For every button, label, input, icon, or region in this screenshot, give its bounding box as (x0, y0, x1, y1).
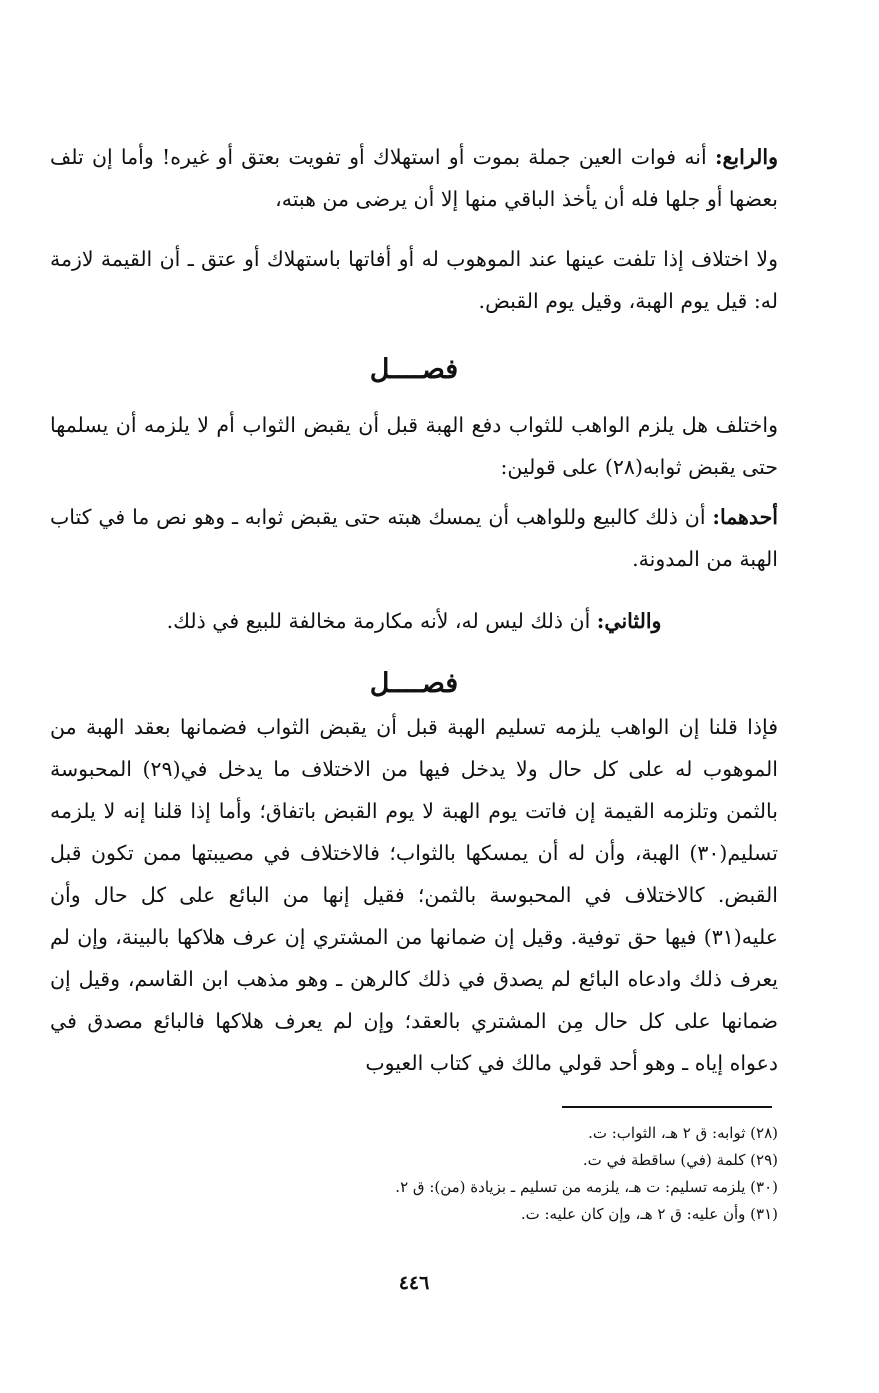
paragraph-no-dispute (50, 238, 778, 322)
paragraph-text: واختلف هل يلزم الواهب للثواب دفع الهبة قبل أن يقبض الثواب أم لا يلزمه أن يسلمها حتى يقبض ثوابه(٢٨) على قولين: (50, 413, 778, 479)
paragraph-text: ولا اختلاف إذا تلفت عينها عند الموهوب له أو أفاتها باستهلاك أو عتق ـ أن القيمة لازمة له: قيل يوم الهبة، وقيل يوم القبض. (50, 247, 778, 313)
paragraph-text: أنه فوات العين جملة بموت أو استهلاك أو تفويت بعتق أو غيره! وأما إن تلف بعضها أو جلها فله أن يأخذ الباقي منها إلا أن يرضى من هبته، (50, 145, 778, 211)
paragraph-lead: والثاني: (596, 609, 662, 633)
paragraph-second-opinion (50, 600, 778, 642)
page-number: ٤٤٦ (398, 1272, 430, 1294)
paragraph-liability (50, 706, 778, 1084)
paragraph-first-opinion (50, 496, 778, 580)
paragraph-lead: أحدهما: (712, 505, 778, 529)
footnote-29: (٢٩) كلمة (في) ساقطة في ت. (582, 1151, 778, 1169)
footnote-31: (٣١) وأن عليه: ق ٢ هـ، وإن كان عليه: ت. (520, 1205, 778, 1223)
footnote-28: (٢٨) ثوابه: ق ٢ هـ، الثواب: ت. (588, 1124, 778, 1142)
paragraph-dispute (50, 404, 778, 488)
paragraph-text: فإذا قلنا إن الواهب يلزمه تسليم الهبة قبل أن يقبض الثواب فضمانها بعقد الهبة من الموهوب له على كل حال ولا يدخل فيها من الاختلاف ما يدخل في(٢٩) المحبوسة بالثمن وتلزمه القيمة إن فاتت يوم الهبة لا يوم القبض باتفاق؛ وأما إذا قلنا إنه لا يلزمه تسليم(٣٠) الهبة، وأن له أن يمسكها بالثواب؛ فالاختلاف في مصيبتها ممن تكون قبل القبض. كالاختلاف في المحبوسة بالثمن؛ فقيل إنها من البائع على كل حال وأن عليه(٣١) فيها حق توفية. وقيل إن ضمانها من المشتري إن عرف هلاكها بالبينة، وإن لم يعرف ذلك وادعاه البائع لم يصدق في ذلك كالرهن ـ وهو مذهب ابن القاسم، وقيل إن ضمانها على كل حال مِن المشتري بالعقد؛ وإن لم يعرف هلاكها فالبائع مصدق في دعواه إياه ـ وهو أحد قولي مالك في كتاب العيوب (50, 715, 778, 1075)
paragraph-text: أن ذلك كالبيع وللواهب أن يمسك هبته حتى يقبض ثوابه ـ وهو نص ما في كتاب الهبة من المدونة. (50, 505, 778, 571)
paragraph-fourth (50, 136, 778, 220)
footnote-30: (٣٠) يلزمه تسليم: ت هـ، يلزمه من تسليم ـ بزيادة (من): ق ٢. (395, 1178, 778, 1196)
paragraph-text: أن ذلك ليس له، لأنه مكارمة مخالفة للبيع في ذلك. (166, 609, 597, 633)
footnotes (200, 1120, 778, 1228)
paragraph-lead: والرابع: (714, 145, 778, 169)
section-heading-2: فصــــل (369, 668, 459, 699)
footnote-divider (562, 1106, 772, 1108)
section-heading-1: فصــــل (369, 354, 459, 385)
